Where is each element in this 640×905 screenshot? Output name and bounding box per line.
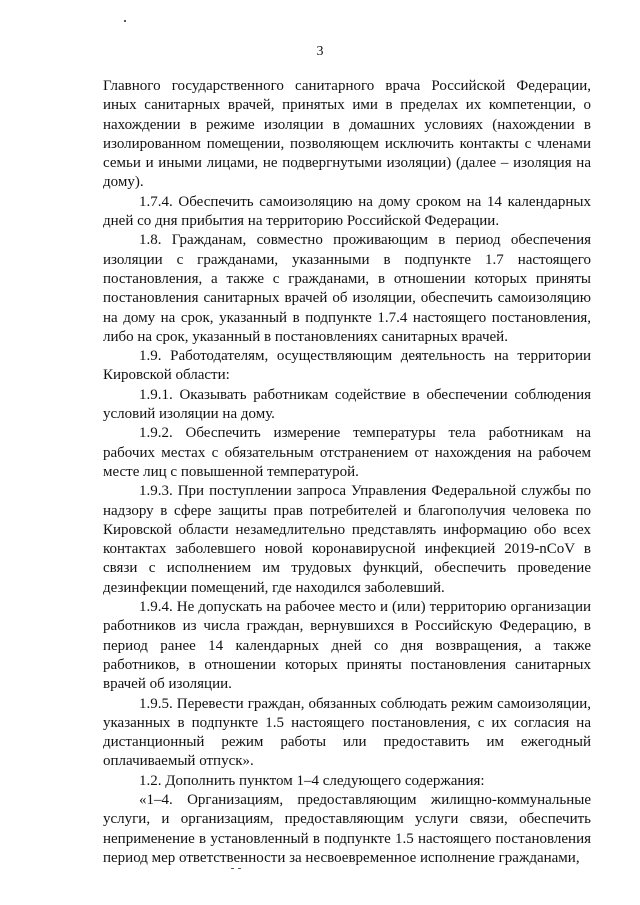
paragraph-1-9-3: 1.9.3. При поступлении запроса Управления Федеральной службы по надзору в сфере защиты прав потребителей и благополучия человека по Кировской области незамедлительно представлять информацию обо всех контактах заболевшего новой коронавирусной инфекцией 2019-nCoV в связи с исполнением им трудовых функций, обеспечить проведение дезинфекции помещений, где находился заболевший. <box>103 483 591 596</box>
paragraph-1-8: 1.8. Гражданам, совместно проживающим в период обеспечения изоляции с гражданами, указанными в подпункте 1.7 настоящего постановления, а также с гражданами, в отношении которых приняты постановления санитарных врачей об изоляции, обеспечить самоизоляцию на дому на срок, указанный в подпункте 1.7.4 настоящего постановления, либо на срок, указанный в постановлениях санитарных врачей. <box>103 232 591 345</box>
paragraph-1-4: «1–4. Организациям, предоставляющим жилищно-коммунальные услуги, и организациям, предоставляющим услуги связи, обеспечить неприменение в установленный в подпункте 1.5 настоящего постановления период мер ответственности за несвоевременное исполнение гражданами, <box>103 791 591 866</box>
paragraph-1-9-4: 1.9.4. Не допускать на рабочее место и (или) территорию организации работников из числа граждан, вернувшихся в Российскую Федерацию, в период ранее 14 календарных дней со дня возвращения, а также работников, в отношении которых приняты постановления санитарных врачей об изоляции. <box>103 599 591 693</box>
paragraph-1-9: 1.9. Работодателям, осуществляющим деятельность на территории Кировской области: <box>103 348 591 384</box>
scan-speck <box>238 868 241 869</box>
page-number: 3 <box>316 44 324 59</box>
paragraph-1-9-2: 1.9.2. Обеспечить измерение температуры тела работникам на рабочих местах с обязательным отстранением от нахождения на рабочем месте лиц с повышенной температурой. <box>103 425 591 480</box>
paragraph-1-9-5: 1.9.5. Перевести граждан, обязанных соблюдать режим самоизоляции, указанных в подпункте 1.5 настоящего постановления, с их согласия на дистанционный режим работы или предоставить им ежегодный оплачиваемый отпуск». <box>103 695 591 770</box>
paragraph-1-2: 1.2. Дополнить пунктом 1–4 следующего содержания: <box>139 772 485 789</box>
scan-speck <box>231 868 234 869</box>
document-body <box>103 77 591 868</box>
paragraph-1-7-4: 1.7.4. Обеспечить самоизоляцию на дому сроком на 14 календарных дней со дня прибытия на территорию Российской Федерации. <box>103 193 591 230</box>
scan-speck <box>124 20 126 22</box>
paragraph-1-9-1: 1.9.1. Оказывать работникам содействие в обеспечении соблюдения условий изоляции на дому. <box>103 386 591 423</box>
paragraph-1: Главного государственного санитарного врача Российской Федерации, иных санитарных врачей, принятых ими в пределах их компетенции, о нахождении в режиме изоляции в домашних условиях (нахождении в изолированном помещении, позволяющем исключить контакты с членами семьи и иными лицами, не подвергнутыми изоляции) (далее – изоляция на дому). <box>103 78 591 191</box>
